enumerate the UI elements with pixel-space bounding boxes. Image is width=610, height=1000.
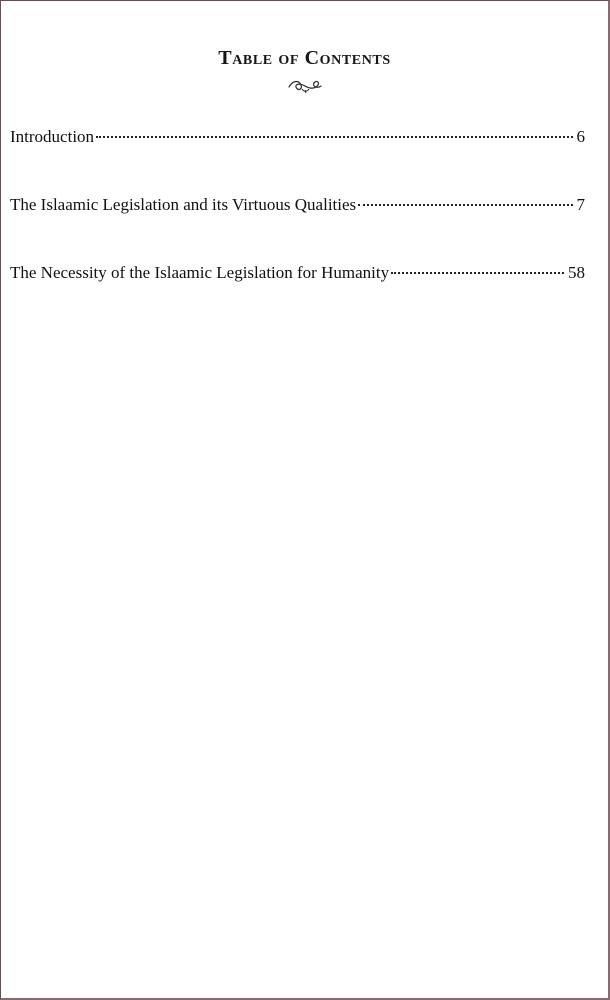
fleuron-ornament-icon [285,77,325,95]
dot-leader [358,204,572,206]
toc-entry-label: Introduction [10,127,95,146]
toc-entry-virtuous-qualities[interactable] [10,193,585,217]
table-of-contents [10,125,585,329]
dot-leader [391,272,564,274]
toc-entry-label: The Necessity of the Islaamic Legislation for Humanity [10,263,390,282]
dot-leader [96,136,572,138]
toc-page-number: 6 [576,127,585,146]
toc-page-number: 58 [568,263,585,282]
toc-entry-introduction[interactable] [10,125,585,149]
toc-entry-label: The Islaamic Legislation and its Virtuous Qualities [10,195,357,214]
toc-entry-necessity-for-humanity[interactable] [10,261,585,285]
page-title: Table of Contents [218,47,391,69]
toc-page-number: 7 [576,195,585,214]
